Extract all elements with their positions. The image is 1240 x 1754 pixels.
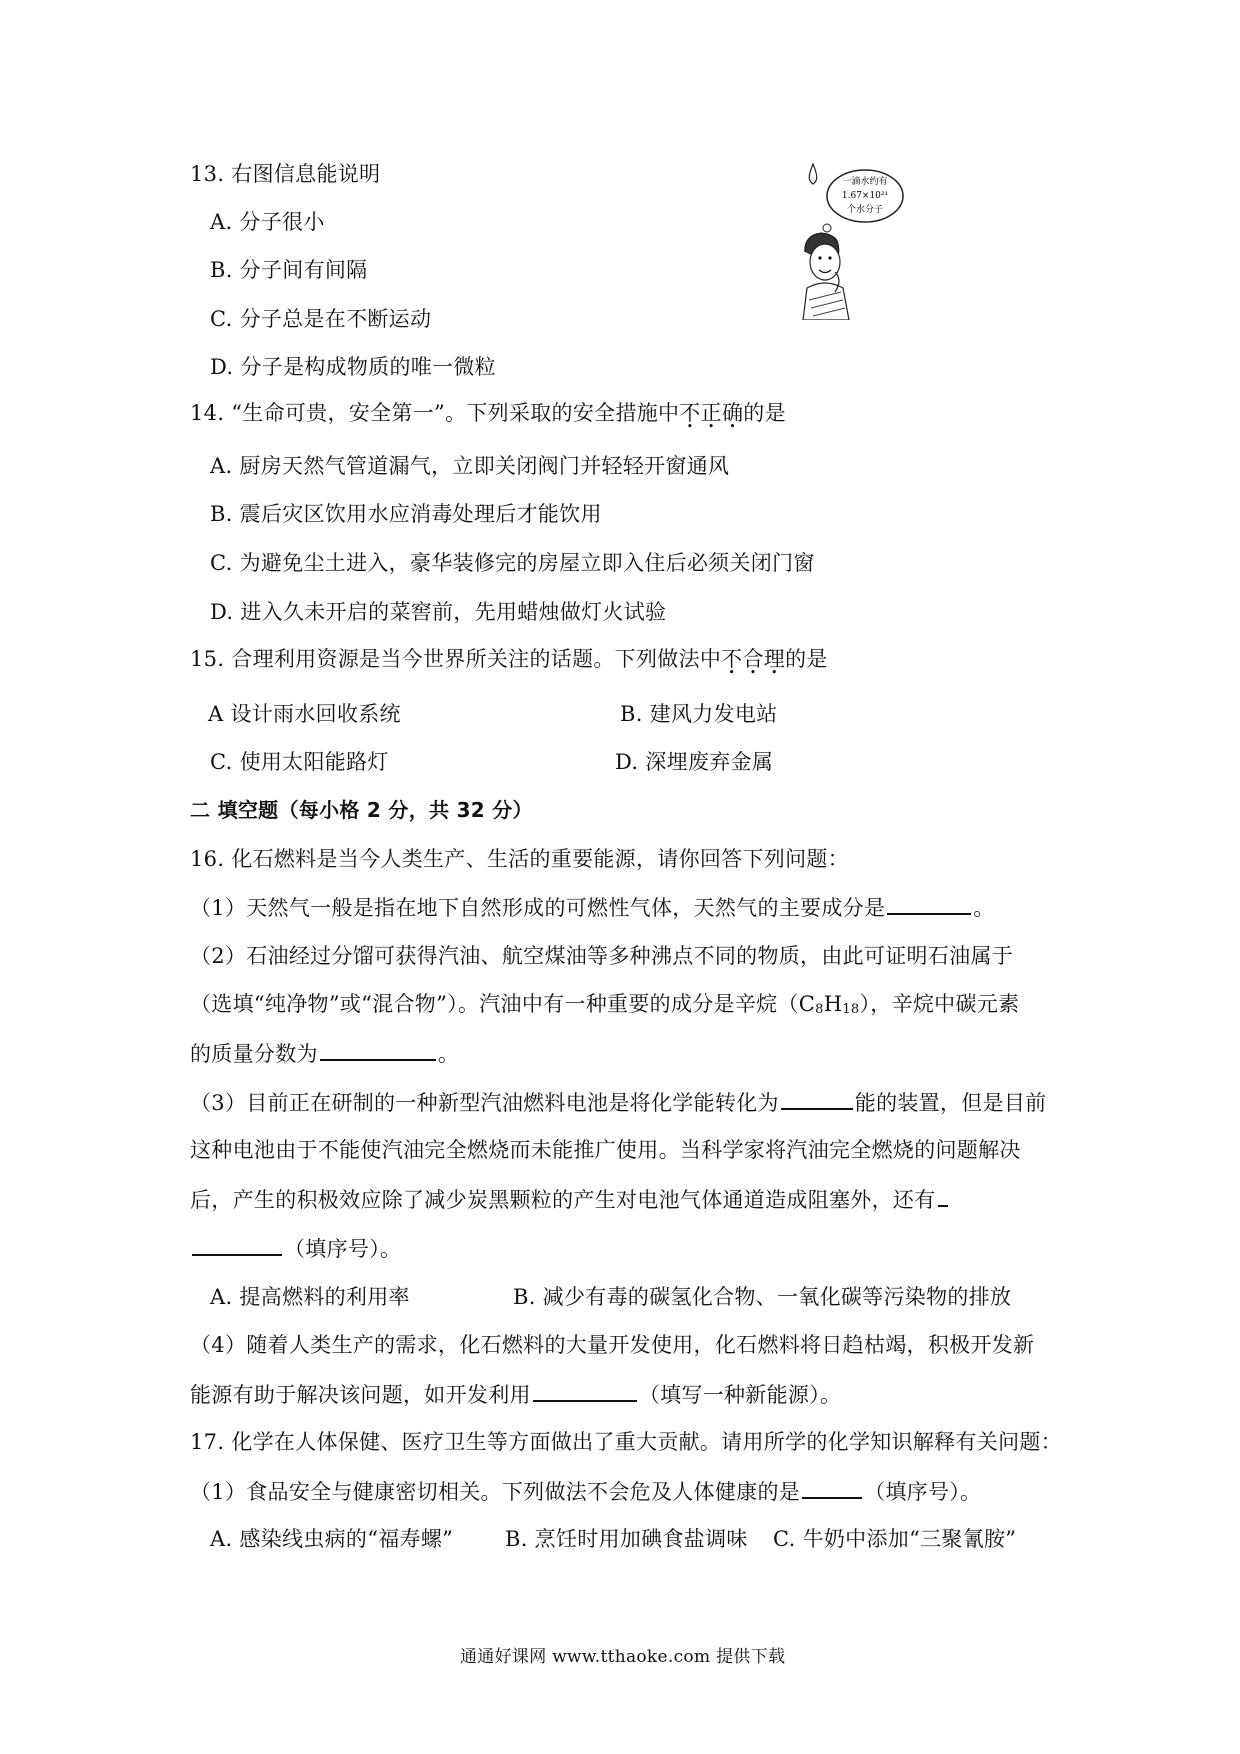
water-molecule-illustration xyxy=(795,160,905,320)
q14-option-a: A. 厨房天然气管道漏气，立即关闭阀门并轻轻开窗通风 xyxy=(210,454,730,478)
girl-face xyxy=(810,244,840,280)
girl-body xyxy=(803,283,849,320)
q14-stem: 14. “生命可贵，安全第一”。下列采取的安全措施中不正确的是 xyxy=(190,401,786,425)
q16-part3-option-b: B. 减少有毒的碳氢化合物、一氧化碳等污染物的排放 xyxy=(513,1285,1012,1309)
bubble-line-2: 1.67×10²¹ xyxy=(841,191,889,201)
q16-part3-option-a: A. 提高燃料的利用率 xyxy=(210,1285,410,1309)
q13-option-d: D. 分子是构成物质的唯一微粒 xyxy=(210,355,496,379)
q16-part1: （1）天然气一般是指在地下自然形成的可燃性气体，天然气的主要成分是 。 xyxy=(190,893,995,922)
q16-part4-line2: 能源有助于解决该问题，如开发利用 （填写一种新能源）。 xyxy=(190,1380,841,1409)
q13-stem: 13. 右图信息能说明 xyxy=(190,162,381,186)
q17-stem: 17. 化学在人体保健、医疗卫生等方面做出了重大贡献。请用所学的化学知识解释有关问题： xyxy=(190,1430,1062,1454)
q16-blank-5[interactable] xyxy=(533,1380,637,1402)
q16-part4-line1: （4）随着人类生产的需求，化石燃料的大量开发使用，化石燃料将日趋枯竭，积极开发新 xyxy=(190,1333,1035,1357)
water-drop-icon xyxy=(809,164,817,184)
q16-part3-line4: （填序号）。 xyxy=(190,1234,401,1263)
q17-option-b: B. 烹饪时用加碘食盐调味 xyxy=(505,1527,748,1551)
q15-option-a: A 设计雨水回收系统 xyxy=(208,702,401,726)
footer-text: 通通好课网 www.tthaoke.com 提供下载 xyxy=(460,1647,786,1667)
q14-option-d: D. 进入久未开启的菜窖前，先用蜡烛做灯火试验 xyxy=(210,600,667,624)
q15-option-c: C. 使用太阳能路灯 xyxy=(210,750,389,774)
q14-option-b: B. 震后灾区饮用水应消毒处理后才能饮用 xyxy=(210,502,602,526)
q16-part2-line3: 的质量分数为 。 xyxy=(190,1039,459,1068)
q16-blank-4[interactable] xyxy=(192,1234,282,1256)
q17-option-a: A. 感染线虫病的“福寿螺” xyxy=(210,1527,454,1551)
q15-stem: 15. 合理利用资源是当今世界所关注的话题。下列做法中不合理的是 xyxy=(190,647,828,671)
q17-option-c: C. 牛奶中添加“三聚氰胺” xyxy=(773,1527,1017,1551)
q16-blank-3[interactable] xyxy=(781,1088,853,1110)
q16-part3-line2: 这种电池由于不能使汽油完全燃烧而未能推广使用。当科学家将汽油完全燃烧的问题解决 xyxy=(190,1138,1021,1162)
q13-option-b: B. 分子间有间隔 xyxy=(210,258,368,282)
q16-stem: 16. 化石燃料是当今人类生产、生活的重要能源，请你回答下列问题： xyxy=(190,847,849,871)
q16-part3-line3: 后，产生的积极效应除了减少炭黑颗粒的产生对电池气体通道造成阻塞外，还有 xyxy=(190,1185,950,1214)
section-2-title: 二 填空题（每小格 2 分，共 32 分） xyxy=(190,798,533,822)
q14-option-c: C. 为避免尘土进入，豪华装修完的房屋立即入住后必须关闭门窗 xyxy=(210,551,815,575)
q17-part1: （1）食品安全与健康密切相关。下列做法不会危及人体健康的是 （填序号）。 xyxy=(190,1477,981,1506)
bubble-line-1: 一滴水约有 xyxy=(842,177,888,187)
q15-option-b: B. 建风力发电站 xyxy=(620,702,778,726)
q17-blank-1[interactable] xyxy=(802,1477,862,1499)
q16-part3-line1: （3）目前正在研制的一种新型汽油燃料电池是将化学能转化为 能的装置，但是目前 xyxy=(190,1088,1046,1117)
q16-blank-1[interactable] xyxy=(887,893,971,915)
q13-option-c: C. 分子总是在不断运动 xyxy=(210,307,432,331)
q16-part2-line1: （2）石油经过分馏可获得汽油、航空煤油等多种沸点不同的物质，由此可证明石油属于 xyxy=(190,944,1014,968)
bubble-line-3: 个水分子 xyxy=(846,205,884,215)
q13-option-a: A. 分子很小 xyxy=(210,210,325,234)
q16-part2-line2: （选填“纯净物”或“混合物”）。汽油中有一种重要的成分是辛烷（C8H18），辛烷中碳元素 xyxy=(190,992,1020,1017)
q15-option-d: D. 深埋废弃金属 xyxy=(615,750,774,774)
q16-blank-2[interactable] xyxy=(320,1039,436,1061)
